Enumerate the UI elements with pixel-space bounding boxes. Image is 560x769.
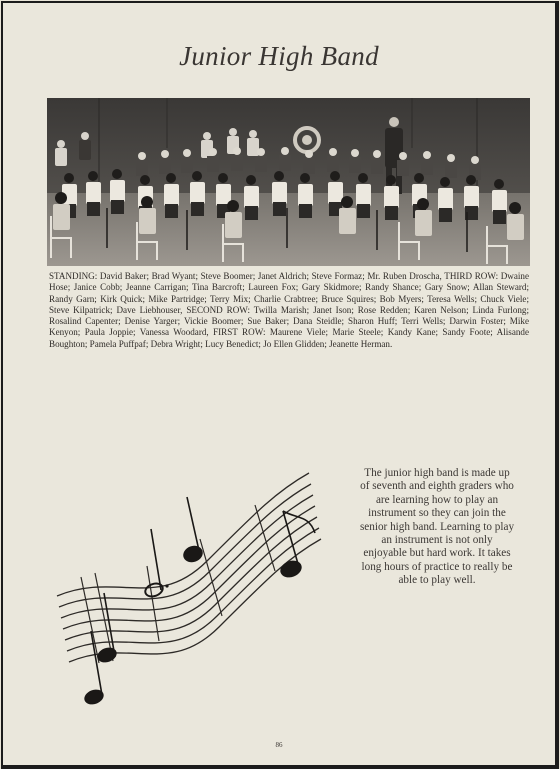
band-description: The junior high band is made up of seventh and eighth graders who are learning how to play an instrument so they can join the senior high band. Learning to play an instrument is not only enjoyable but hard work. It takes long hours of practice to really be able to play well. — [359, 467, 515, 587]
page-title: Junior High Band — [179, 41, 379, 71]
page-number: 86 — [275, 741, 283, 749]
photo-caption: STANDING: David Baker; Brad Wyant; Steve Boomer; Janet Aldrich; Steve Formaz; Mr. Ruben Droscha, THIRD ROW: Dwaine Hose; Janice Cobb; Jeanne Carrigan; Tina Barcroft; Laureen Fox; Gary Skidmore; Randy Shance; Gary Snow; Allan Steward; Randy Garn; Kirk Quick; Mike Partridge; Terry Mix; Charlie Crabtree; Bruce Squires; Bob Myers; Teresa Wells; Chuck Viele; Steve Kilpatrick; Dave Liebhouser, SECOND ROW: Twilla Marish; Janet Ison; Rose Redden; Karen Nelson; Linda Furlong; Rosalind Capenter; Denise Yarger; Vickie Boomer; Sue Baker; Dana Steidle; Sharon Huff; Terri Wells; Darwin Foster; Mike Kenyon; Paula Joppie; Vanessa Woodard, FIRST ROW: Maurene Viele; Marie Steele; Kandy Kane; Sandy Foote; Alisande Boughton; Pamela Puffpaf; Debra Wright; Lucy Benedict; Jo Ellen Glidden; Jeanette Herman. — [49, 271, 529, 349]
band-group-photo — [47, 98, 530, 266]
yearbook-page — [1, 1, 559, 769]
